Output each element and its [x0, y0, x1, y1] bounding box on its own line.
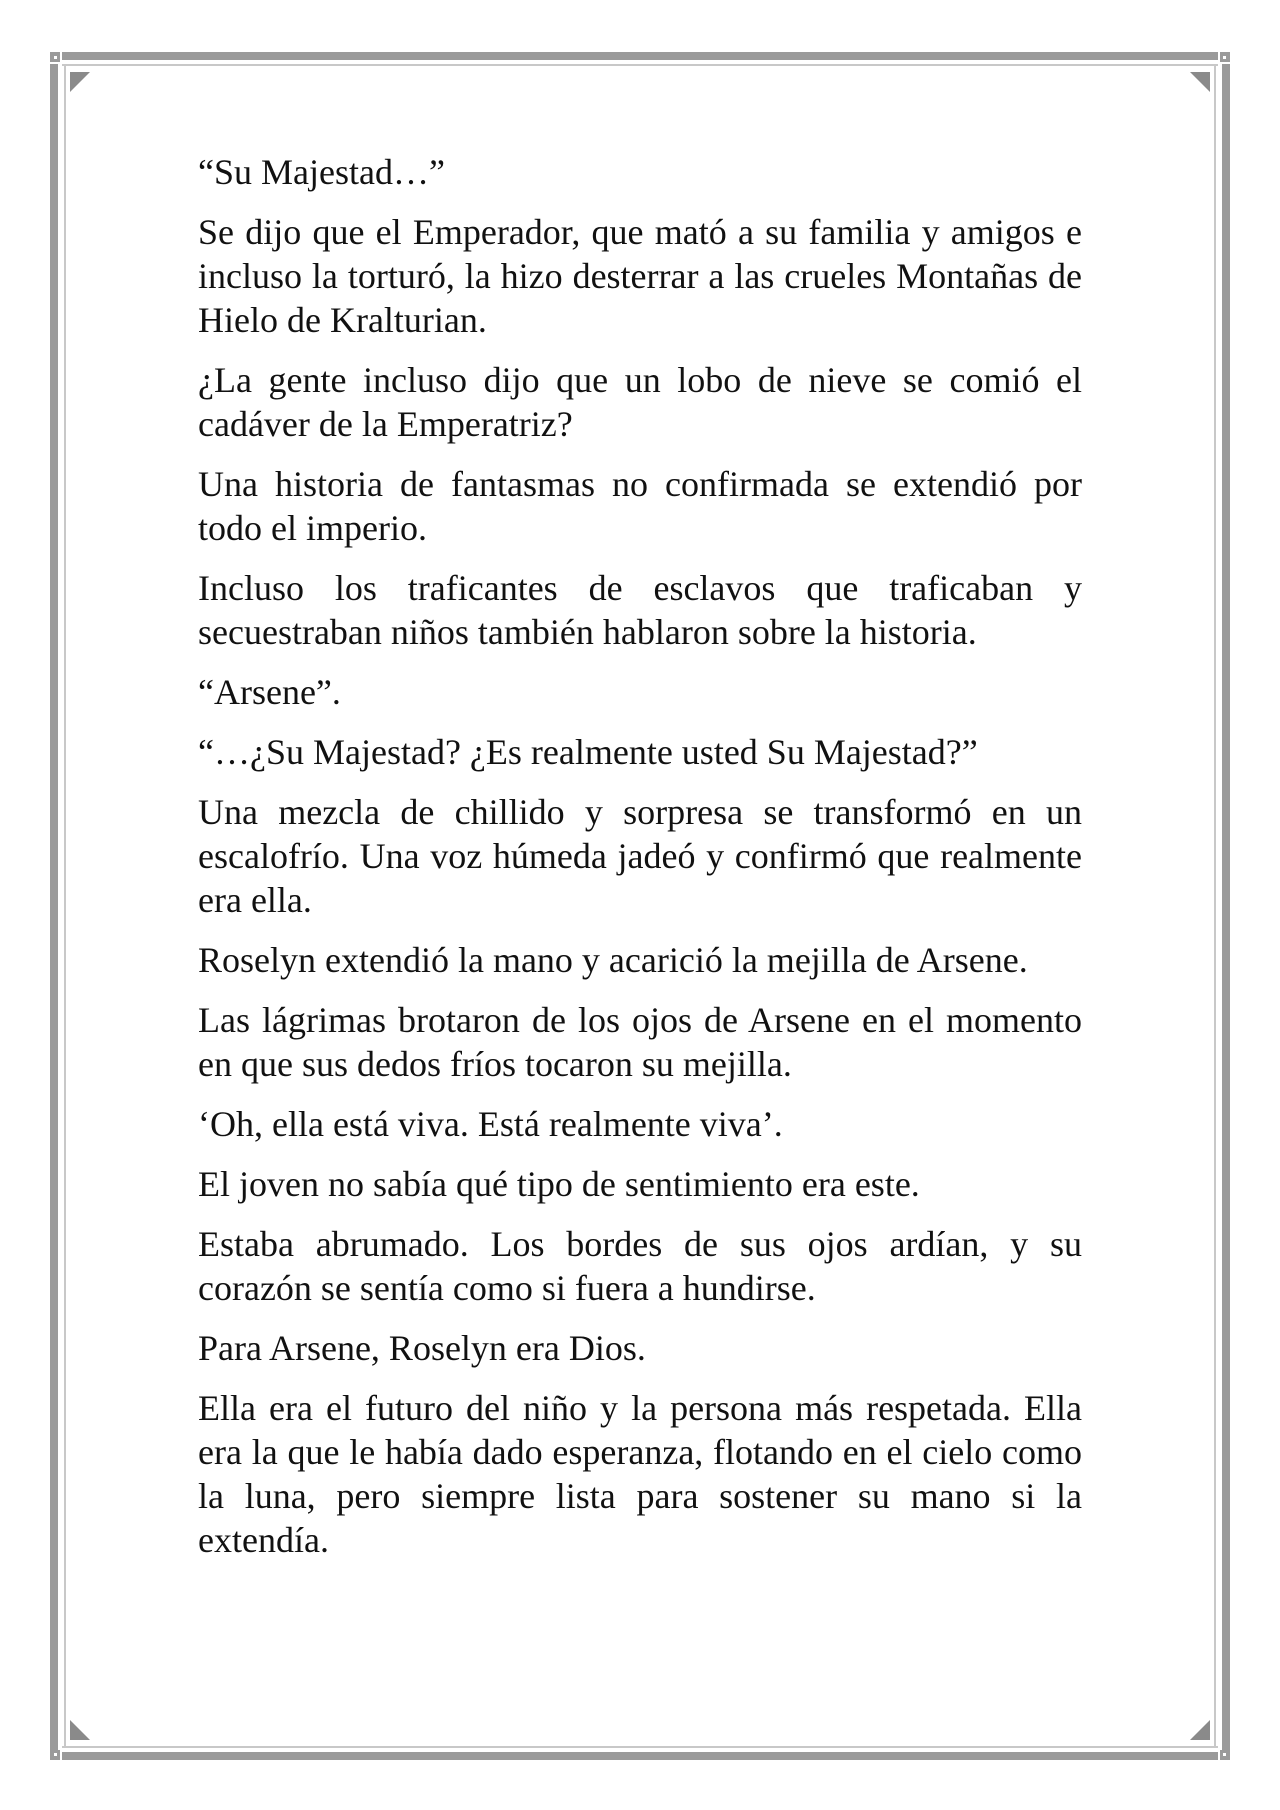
paragraph: Las lágrimas brotaron de los ojos de Arsene en el momento en que sus dedos fríos tocaron su mejilla.	[198, 1000, 1082, 1084]
document-body	[198, 150, 1082, 1578]
paragraph: “Su Majestad…”	[198, 152, 445, 192]
paragraph: ‘Oh, ella está viva. Está realmente viva’.	[198, 1104, 783, 1144]
paragraph: Se dijo que el Emperador, que mató a su familia y amigos e incluso la torturó, la hizo desterrar a las crueles Montañas de Hielo de Kralturian.	[198, 212, 1082, 340]
paragraph: Para Arsene, Roselyn era Dios.	[198, 1328, 646, 1368]
paragraph: Ella era el futuro del niño y la persona más respetada. Ella era la que le había dado esperanza, flotando en el cielo como la luna, pero siempre lista para sostener su mano si la extendía.	[198, 1388, 1082, 1560]
paragraph: “…¿Su Majestad? ¿Es realmente usted Su Majestad?”	[198, 732, 978, 772]
paragraph: Una mezcla de chillido y sorpresa se transformó en un escalofrío. Una voz húmeda jadeó y confirmó que realmente era ella.	[198, 792, 1082, 920]
paragraph: Incluso los traficantes de esclavos que traficaban y secuestraban niños también hablaron sobre la historia.	[198, 568, 1082, 652]
paragraph: Estaba abrumado. Los bordes de sus ojos ardían, y su corazón se sentía como si fuera a hundirse.	[198, 1224, 1082, 1308]
paragraph: El joven no sabía qué tipo de sentimiento era este.	[198, 1164, 920, 1204]
paragraph: ¿La gente incluso dijo que un lobo de nieve se comió el cadáver de la Emperatriz?	[198, 360, 1082, 444]
paragraph: Roselyn extendió la mano y acarició la mejilla de Arsene.	[198, 940, 1028, 980]
paragraph: Una historia de fantasmas no confirmada se extendió por todo el imperio.	[198, 464, 1082, 548]
paragraph: “Arsene”.	[198, 672, 341, 712]
